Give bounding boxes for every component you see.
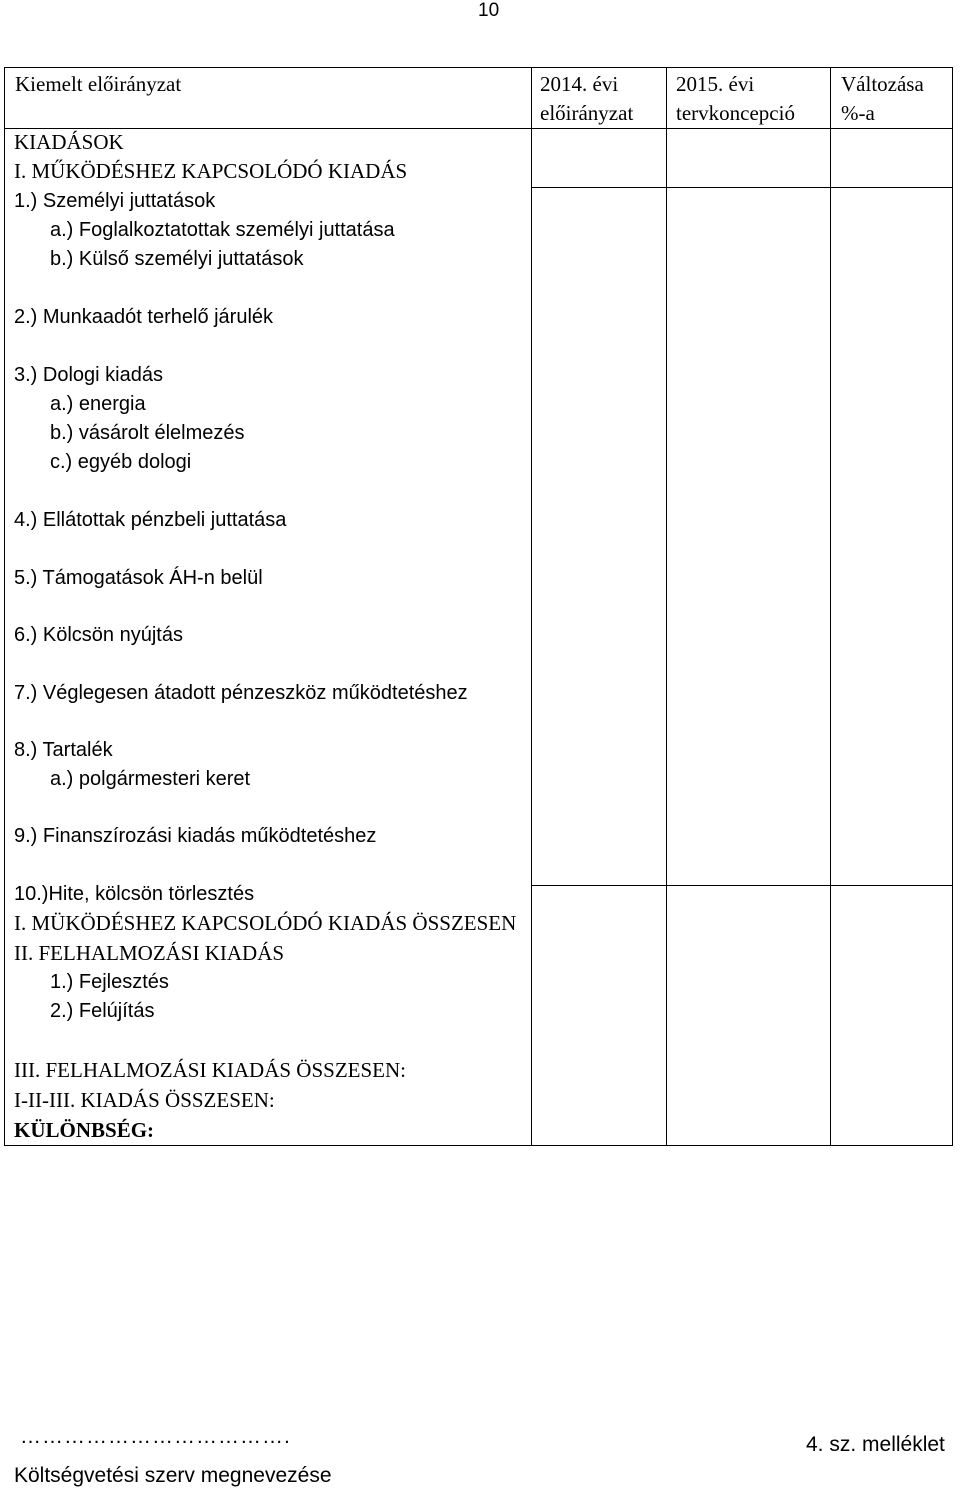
signature-dots: ………………………………. [20, 1425, 291, 1448]
row-10: 10.)Hite, kölcsön törlesztés [14, 883, 255, 905]
page-number: 10 [478, 0, 500, 21]
row-felhalm: II. FELHALMOZÁSI KIADÁS [14, 941, 285, 965]
row-f2: 2.) Felújítás [50, 1000, 155, 1022]
row-5: 5.) Támogatások ÁH-n belül [14, 567, 263, 589]
row-3a: a.) energia [50, 393, 146, 415]
org-name-label: Költségvetési szerv megnevezése [14, 1464, 332, 1487]
header-divider [5, 128, 952, 129]
row-1b: b.) Külső személyi juttatások [50, 248, 304, 270]
row-9: 9.) Finanszírozási kiadás működtetéshez [14, 825, 377, 847]
row-7: 7.) Véglegesen átadott pénzeszköz működtetéshez [14, 682, 468, 704]
row-total: I-II-III. KIADÁS ÖSSZESEN: [14, 1088, 275, 1112]
header-col-change-line2: %-a [841, 101, 875, 125]
col-divider-3 [830, 68, 831, 1145]
row-felhalm-total: III. FELHALMOZÁSI KIADÁS ÖSSZESEN: [14, 1058, 406, 1082]
row-8: 8.) Tartalék [14, 739, 113, 761]
total-divider [531, 885, 952, 886]
header-col-2014-line2: előirányzat [540, 101, 634, 125]
section-divider [531, 187, 952, 188]
row-f1: 1.) Fejlesztés [50, 971, 169, 993]
col-divider-1 [531, 68, 532, 1145]
row-8a: a.) polgármesteri keret [50, 768, 251, 790]
header-col-change-line1: Változása [841, 72, 924, 96]
row-kiadasok: KIADÁSOK [14, 130, 124, 154]
row-2: 2.) Munkaadót terhelő járulék [14, 306, 274, 328]
row-mukodes-total: I. MÜKÖDÉSHEZ KAPCSOLÓDÓ KIADÁS ÖSSZESEN [14, 911, 517, 935]
row-6: 6.) Kölcsön nyújtás [14, 624, 183, 646]
col-divider-2 [666, 68, 667, 1145]
header-col-2014-line1: 2014. évi [540, 72, 619, 96]
row-kulonbseg: KÜLÖNBSÉG: [14, 1118, 155, 1142]
row-1: 1.) Személyi juttatások [14, 190, 216, 212]
row-4: 4.) Ellátottak pénzbeli juttatása [14, 509, 287, 531]
row-1a: a.) Foglalkoztatottak személyi juttatása [50, 219, 395, 241]
row-3b: b.) vásárolt élelmezés [50, 422, 245, 444]
row-3c: c.) egyéb dologi [50, 451, 192, 473]
row-3: 3.) Dologi kiadás [14, 364, 163, 386]
annex-label: 4. sz. melléklet [806, 1433, 945, 1456]
header-col-name: Kiemelt előirányzat [15, 72, 182, 96]
row-mukodes: I. MŰKÖDÉSHEZ KAPCSOLÓDÓ KIADÁS [14, 159, 408, 183]
header-col-2015-line2: tervkoncepció [676, 101, 795, 125]
header-col-2015-line1: 2015. évi [676, 72, 755, 96]
